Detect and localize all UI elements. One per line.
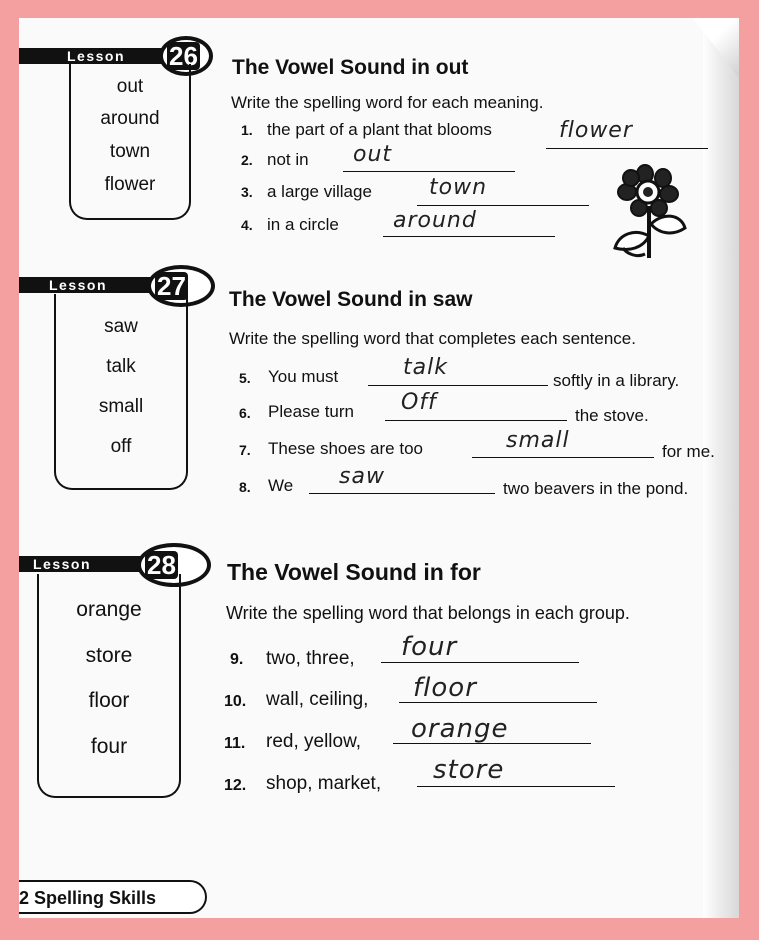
item-number: 1. <box>241 122 253 138</box>
handwritten-answer: saw <box>339 464 385 489</box>
item-number: 8. <box>239 479 251 495</box>
handwritten-answer: store <box>433 755 505 785</box>
item-prompt-end: for me. <box>662 442 715 461</box>
lesson-27-label: Lesson <box>49 277 108 293</box>
handwritten-answer: town <box>429 175 488 200</box>
answer-blank[interactable] <box>546 148 708 149</box>
item-prompt-end: two beavers in the pond. <box>503 479 689 498</box>
item-number: 6. <box>239 405 251 421</box>
answer-blank[interactable] <box>343 171 515 172</box>
item-prompt: Please turn <box>268 402 354 421</box>
worksheet-page <box>19 18 739 918</box>
item-number: 5. <box>239 370 251 386</box>
handwritten-answer: small <box>506 428 570 453</box>
item-prompt-end: the stove. <box>575 406 649 425</box>
handwritten-answer: orange <box>411 714 509 744</box>
item-prompt: wall, ceiling, <box>266 689 369 710</box>
item-number: 12. <box>224 777 247 794</box>
item-prompt: These shoes are too <box>268 439 423 458</box>
flower-icon <box>605 162 701 262</box>
word-box-word: orange <box>76 598 142 621</box>
word-box-word: flower <box>104 174 156 195</box>
handwritten-answer: talk <box>403 355 448 380</box>
answer-blank[interactable] <box>368 385 548 386</box>
answer-blank[interactable] <box>385 420 567 421</box>
item-number: 4. <box>241 217 253 233</box>
item-prompt: We <box>268 476 294 495</box>
item-prompt: red, yellow, <box>266 731 362 752</box>
handwritten-answer: four <box>401 632 458 662</box>
lesson-26-number: 26 <box>169 41 198 71</box>
lesson-27-number: 27 <box>157 271 186 301</box>
item-prompt: You must <box>268 367 339 386</box>
word-box-word: talk <box>106 356 136 377</box>
answer-blank[interactable] <box>472 457 654 458</box>
item-prompt: the part of a plant that blooms <box>267 120 492 139</box>
item-prompt: shop, market, <box>266 773 382 794</box>
handwritten-answer: around <box>393 208 477 233</box>
answer-blank[interactable] <box>381 662 579 663</box>
answer-blank[interactable] <box>417 205 589 206</box>
handwritten-answer: Off <box>401 390 437 415</box>
item-number: 10. <box>224 693 247 710</box>
word-box-word: town <box>109 141 151 162</box>
item-prompt: two, three, <box>266 648 355 669</box>
lesson-26-word-box <box>69 64 191 220</box>
lesson-27-word-box <box>54 294 188 490</box>
footer-text: 2 Spelling Skills <box>19 888 157 908</box>
word-box-word: out <box>116 76 144 97</box>
lesson-26-title: The Vowel Sound in out <box>232 56 469 79</box>
item-prompt-end: softly in a library. <box>553 371 680 390</box>
item-number: 2. <box>241 152 253 168</box>
footer-badge <box>19 880 207 914</box>
lesson-28-number: 28 <box>147 550 176 580</box>
lesson-28-word-box <box>37 574 181 798</box>
handwritten-answer: flower <box>559 118 633 143</box>
word-box-word: saw <box>104 316 138 337</box>
item-number: 11. <box>224 735 246 752</box>
answer-blank[interactable] <box>383 236 555 237</box>
item-prompt: a large village <box>267 182 372 201</box>
item-prompt: not in <box>267 150 309 169</box>
lesson-28-title: The Vowel Sound in for <box>227 559 481 585</box>
item-number: 7. <box>239 442 251 458</box>
lesson-26-instruction: Write the spelling word for each meaning. <box>231 93 544 112</box>
lesson-27-instruction: Write the spelling word that completes each sentence. <box>229 329 636 348</box>
item-number: 9. <box>230 651 244 668</box>
page-curl-edge <box>703 18 739 918</box>
lesson-28-instruction: Write the spelling word that belongs in each group. <box>226 603 630 623</box>
word-box-word: four <box>90 735 128 758</box>
item-number: 3. <box>241 184 253 200</box>
handwritten-answer: out <box>353 142 393 167</box>
lesson-26-label: Lesson <box>67 48 126 64</box>
answer-blank[interactable] <box>417 786 615 787</box>
lesson-28-label: Lesson <box>33 556 92 572</box>
lesson-27-title: The Vowel Sound in saw <box>229 288 473 311</box>
word-box-word: store <box>85 644 133 667</box>
word-box-word: floor <box>88 689 130 712</box>
handwritten-answer: floor <box>413 673 477 703</box>
answer-blank[interactable] <box>309 493 495 494</box>
word-box-word: off <box>110 436 132 457</box>
word-box-word: small <box>98 396 144 417</box>
word-box-word: around <box>100 108 160 129</box>
item-prompt: in a circle <box>267 215 339 234</box>
